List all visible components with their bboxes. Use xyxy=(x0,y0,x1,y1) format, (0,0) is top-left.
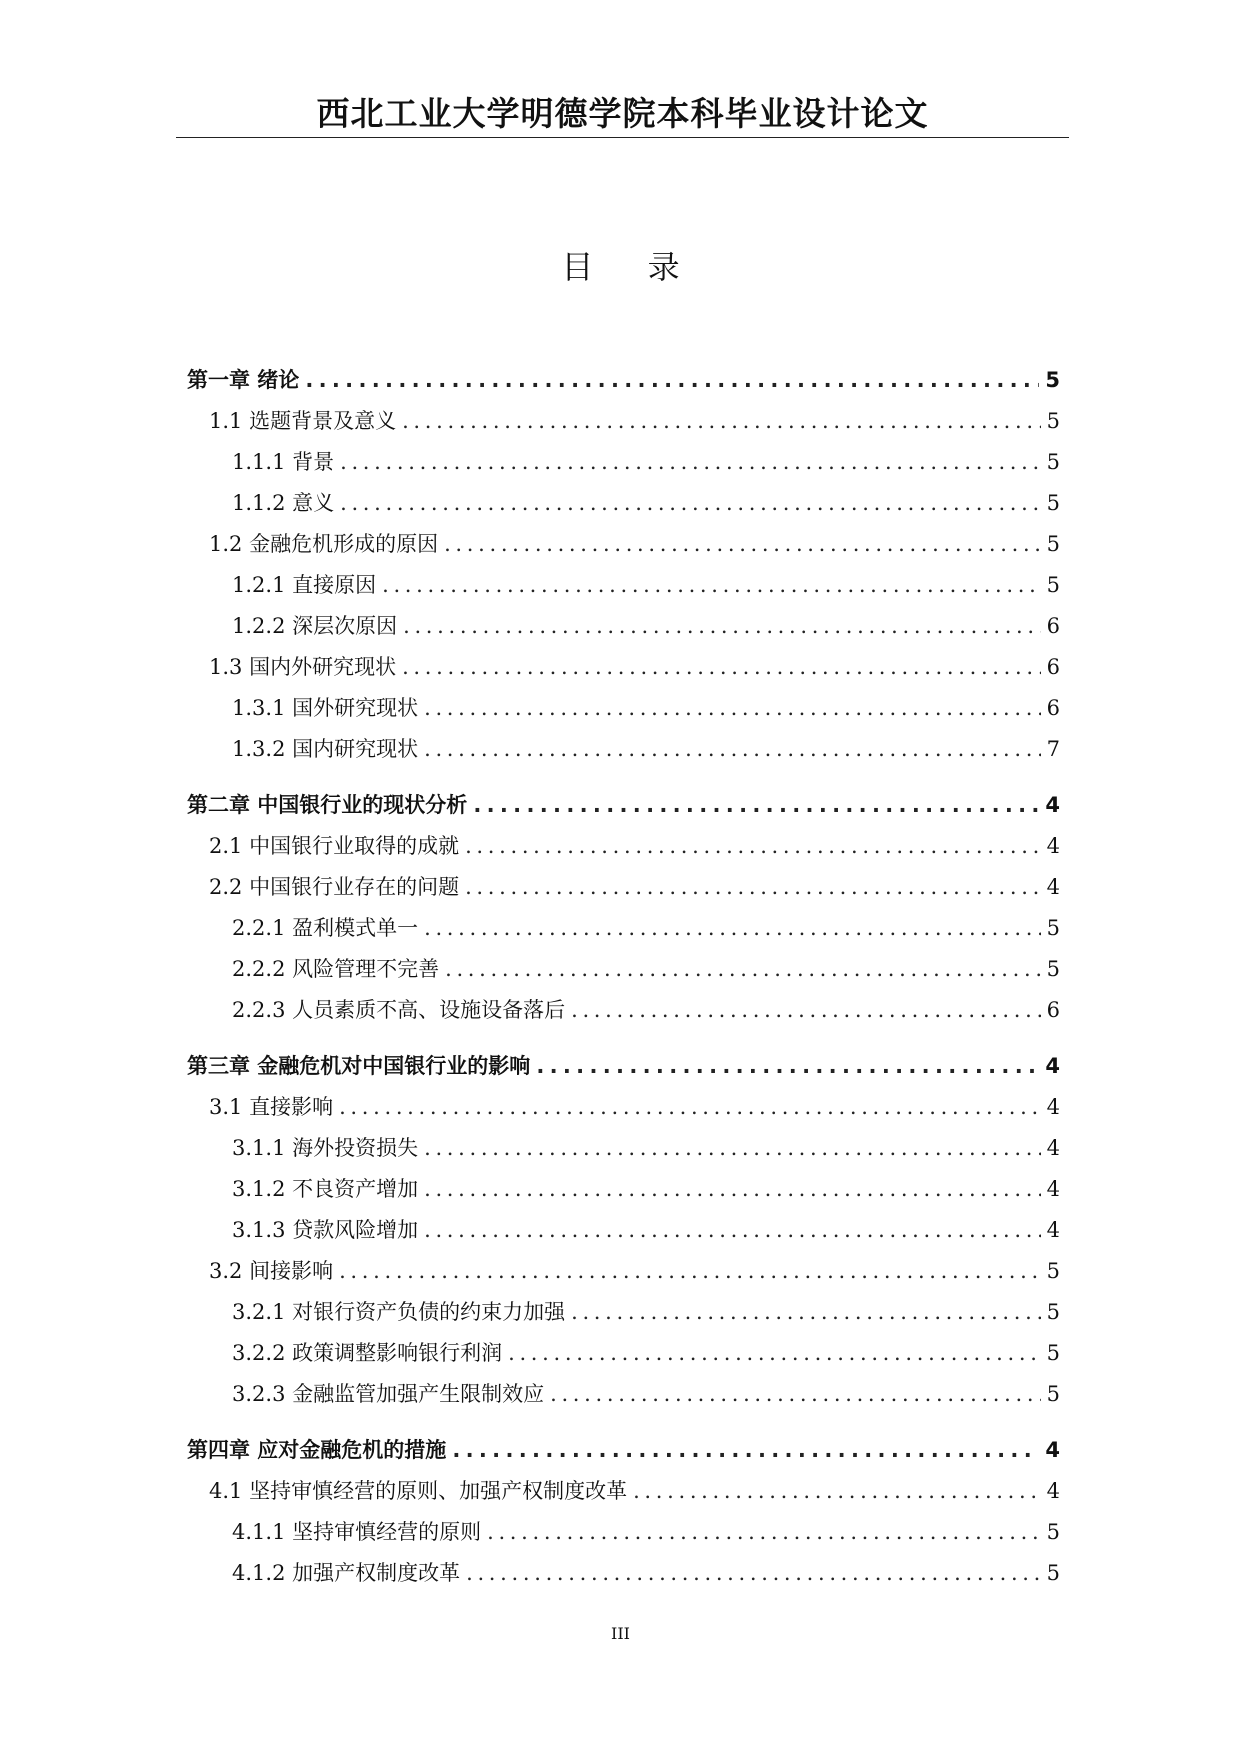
toc-entry-label: 3.1.3 贷款风险增加 xyxy=(232,1218,419,1242)
toc-entry-page: 5 xyxy=(1046,1259,1060,1283)
toc-entry-label: 3.2.1 对银行资产负债的约束力加强 xyxy=(232,1300,566,1324)
toc-chapter-entry xyxy=(187,360,1060,401)
toc-dot-leader xyxy=(487,1512,1041,1553)
toc-dot-leader xyxy=(444,524,1041,565)
toc-dot-leader xyxy=(466,1553,1041,1594)
toc-entry-page: 5 xyxy=(1046,957,1060,981)
toc-entry-page: 5 xyxy=(1046,916,1060,940)
toc-section-entry xyxy=(187,1128,1060,1169)
toc-section-entry xyxy=(187,826,1060,867)
toc-dot-leader xyxy=(340,442,1041,483)
toc-dot-leader xyxy=(452,1430,1039,1471)
toc-entry-label: 3.2.2 政策调整影响银行利润 xyxy=(232,1341,503,1365)
toc-entry-page: 5 xyxy=(1046,1341,1060,1365)
toc-entry-page: 7 xyxy=(1046,737,1060,761)
toc-section-entry xyxy=(187,1210,1060,1251)
toc-entry-page: 4 xyxy=(1046,1218,1060,1242)
toc-entry-page: 4 xyxy=(1046,1479,1060,1503)
toc-dot-leader xyxy=(633,1471,1041,1512)
toc-dot-leader xyxy=(382,565,1041,606)
toc-section-entry xyxy=(187,908,1060,949)
toc-dot-leader xyxy=(424,1169,1041,1210)
toc-entry-label: 3.2 间接影响 xyxy=(209,1259,334,1283)
toc-dot-leader xyxy=(424,908,1041,949)
toc-entry-label: 2.2.3 人员素质不高、设施设备落后 xyxy=(232,998,566,1022)
toc-dot-leader xyxy=(465,826,1041,867)
toc-chapter-entry xyxy=(187,785,1060,826)
toc-entry-page: 4 xyxy=(1046,1136,1060,1160)
toc-entry-label: 第一章 绪论 xyxy=(187,368,300,392)
toc-section-entry xyxy=(187,1333,1060,1374)
toc-entry-label: 2.2.2 风险管理不完善 xyxy=(232,957,440,981)
table-of-contents xyxy=(187,360,1060,1594)
toc-dot-leader xyxy=(424,1210,1041,1251)
toc-section-entry xyxy=(187,990,1060,1031)
toc-entry-page: 4 xyxy=(1046,834,1060,858)
toc-dot-leader xyxy=(508,1333,1041,1374)
toc-entry-label: 4.1.2 加强产权制度改革 xyxy=(232,1561,461,1585)
toc-entry-page: 4 xyxy=(1045,793,1060,817)
toc-entry-label: 第二章 中国银行业的现状分析 xyxy=(187,793,468,817)
toc-section-entry xyxy=(187,565,1060,606)
toc-entry-label: 2.1 中国银行业取得的成就 xyxy=(209,834,460,858)
toc-dot-leader xyxy=(571,1292,1041,1333)
toc-dot-leader xyxy=(402,401,1041,442)
toc-dot-leader xyxy=(473,785,1039,826)
toc-entry-page: 5 xyxy=(1046,409,1060,433)
toc-dot-leader xyxy=(403,606,1041,647)
toc-dot-leader xyxy=(339,1087,1041,1128)
toc-section-entry xyxy=(187,1251,1060,1292)
toc-section-entry xyxy=(187,1512,1060,1553)
toc-entry-page: 4 xyxy=(1046,875,1060,899)
toc-section-entry xyxy=(187,729,1060,770)
toc-chapter-entry xyxy=(187,1430,1060,1471)
toc-section-entry xyxy=(187,688,1060,729)
toc-dot-leader xyxy=(550,1374,1041,1415)
toc-section-entry xyxy=(187,442,1060,483)
toc-entry-page: 5 xyxy=(1046,1561,1060,1585)
toc-dot-leader xyxy=(402,647,1041,688)
toc-entry-page: 5 xyxy=(1046,532,1060,556)
toc-section-entry xyxy=(187,524,1060,565)
toc-entry-label: 第三章 金融危机对中国银行业的影响 xyxy=(187,1054,531,1078)
toc-entry-page: 4 xyxy=(1045,1438,1060,1462)
toc-dot-leader xyxy=(465,867,1041,908)
toc-entry-label: 1.3 国内外研究现状 xyxy=(209,655,397,679)
toc-section-entry xyxy=(187,1169,1060,1210)
toc-dot-leader xyxy=(424,729,1041,770)
toc-entry-page: 6 xyxy=(1046,998,1060,1022)
toc-dot-leader xyxy=(339,1251,1041,1292)
toc-entry-page: 5 xyxy=(1046,450,1060,474)
toc-entry-page: 5 xyxy=(1046,1382,1060,1406)
toc-entry-page: 4 xyxy=(1046,1095,1060,1119)
toc-entry-page: 5 xyxy=(1046,1300,1060,1324)
toc-entry-page: 5 xyxy=(1046,1520,1060,1544)
toc-entry-label: 3.2.3 金融监管加强产生限制效应 xyxy=(232,1382,545,1406)
toc-dot-leader xyxy=(445,949,1041,990)
toc-section-entry xyxy=(187,1087,1060,1128)
toc-section-entry xyxy=(187,1374,1060,1415)
toc-section-entry xyxy=(187,483,1060,524)
toc-entry-label: 3.1 直接影响 xyxy=(209,1095,334,1119)
toc-section-entry xyxy=(187,606,1060,647)
toc-section-entry xyxy=(187,949,1060,990)
toc-entry-label: 1.3.1 国外研究现状 xyxy=(232,696,419,720)
toc-entry-page: 6 xyxy=(1046,696,1060,720)
toc-chapter-entry xyxy=(187,1046,1060,1087)
toc-dot-leader xyxy=(424,1128,1041,1169)
toc-entry-page: 6 xyxy=(1046,655,1060,679)
document-header-title: 西北工业大学明德学院本科毕业设计论文 xyxy=(316,94,929,133)
toc-entry-label: 2.2 中国银行业存在的问题 xyxy=(209,875,460,899)
toc-section-entry xyxy=(187,1553,1060,1594)
toc-dot-leader xyxy=(340,483,1041,524)
toc-entry-label: 1.2.2 深层次原因 xyxy=(232,614,398,638)
toc-section-entry xyxy=(187,401,1060,442)
header-divider xyxy=(176,137,1069,138)
toc-entry-label: 2.2.1 盈利模式单一 xyxy=(232,916,419,940)
toc-entry-page: 5 xyxy=(1046,491,1060,515)
toc-entry-label: 1.1.2 意义 xyxy=(232,491,335,515)
toc-entry-page: 5 xyxy=(1045,368,1060,392)
toc-entry-label: 4.1.1 坚持审慎经营的原则 xyxy=(232,1520,482,1544)
toc-entry-label: 3.1.2 不良资产增加 xyxy=(232,1177,419,1201)
toc-entry-label: 3.1.1 海外投资损失 xyxy=(232,1136,419,1160)
toc-entry-page: 4 xyxy=(1046,1177,1060,1201)
toc-entry-label: 1.2 金融危机形成的原因 xyxy=(209,532,439,556)
toc-dot-leader xyxy=(424,688,1041,729)
toc-entry-page: 5 xyxy=(1046,573,1060,597)
toc-entry-label: 1.1.1 背景 xyxy=(232,450,335,474)
toc-entry-label: 4.1 坚持审慎经营的原则、加强产权制度改革 xyxy=(209,1479,628,1503)
toc-entry-label: 第四章 应对金融危机的措施 xyxy=(187,1438,447,1462)
toc-section-entry xyxy=(187,867,1060,908)
toc-entry-page: 4 xyxy=(1045,1054,1060,1078)
toc-dot-leader xyxy=(305,360,1039,401)
page-number: III xyxy=(611,1624,630,1643)
toc-entry-label: 1.1 选题背景及意义 xyxy=(209,409,397,433)
toc-dot-leader xyxy=(571,990,1041,1031)
toc-entry-label: 1.3.2 国内研究现状 xyxy=(232,737,419,761)
toc-section-entry xyxy=(187,1471,1060,1512)
toc-title: 目 录 xyxy=(561,248,702,286)
toc-entry-page: 6 xyxy=(1046,614,1060,638)
toc-entry-label: 1.2.1 直接原因 xyxy=(232,573,377,597)
toc-dot-leader xyxy=(536,1046,1039,1087)
toc-section-entry xyxy=(187,647,1060,688)
toc-section-entry xyxy=(187,1292,1060,1333)
